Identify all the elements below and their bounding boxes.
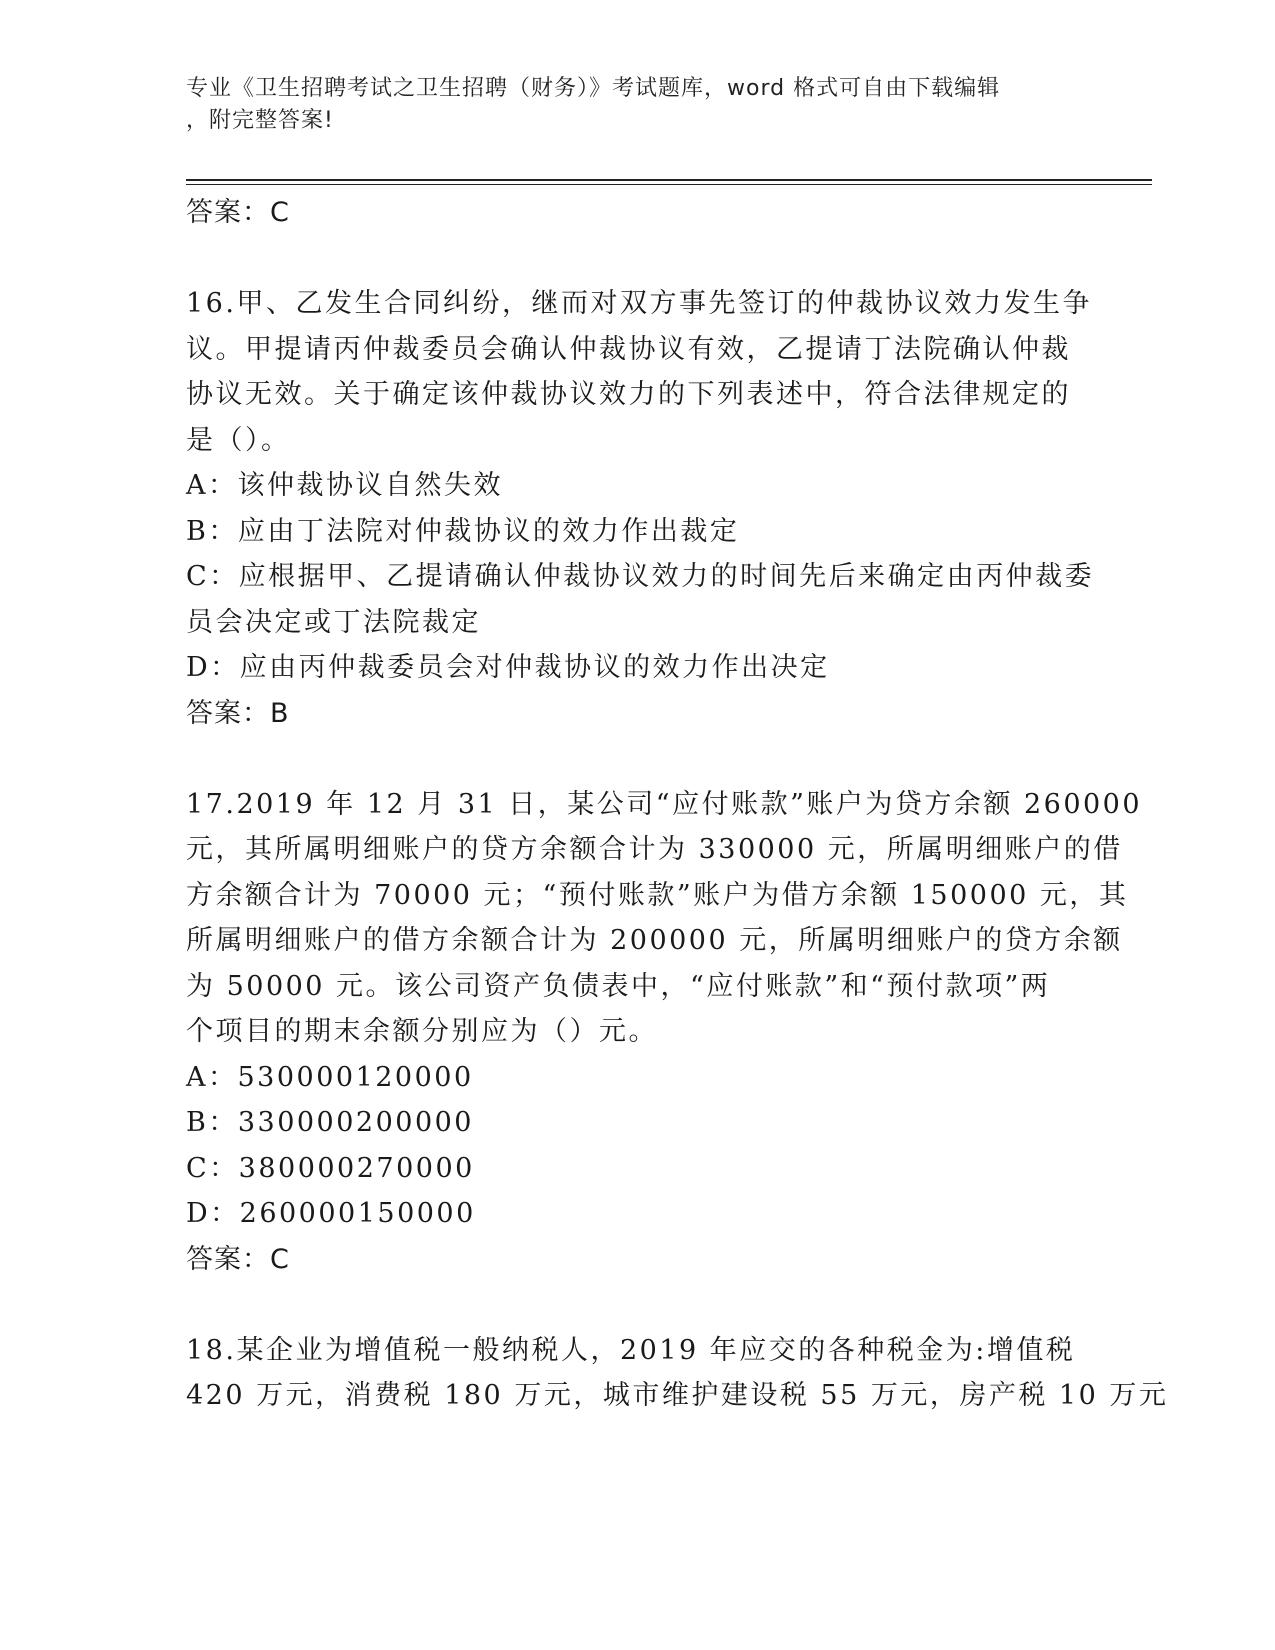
header-line-1: 专业《卫生招聘考试之卫生招聘（财务）》考试题库，word 格式可自由下载编辑 [186,76,1001,101]
document-header [186,73,1066,137]
question-stem-line: 方余额合计为 70000 元；“预付账款”账户为借方余额 150000 元，其 [186,879,1129,911]
question-18 [186,1328,1169,1419]
option-c: C：380000270000 [186,1152,475,1184]
answer-16: 答案：B [186,697,290,729]
question-stem-line: 个项目的期末余额分别应为（）元。 [186,1016,658,1047]
spacer [186,736,1086,782]
option-c-continued: 员会决定或丁法院裁定 [186,606,481,638]
header-rule-thick [186,179,1152,181]
option-a: A：530000120000 [186,1061,474,1093]
spacer [186,236,1086,282]
question-stem-line: 17.2019 年 12 月 31 日，某公司“应付账款”账户为贷方余额 260000 [186,788,1143,820]
question-stem-line: 所属明细账户的借方余额合计为 200000 元，所属明细账户的贷方余额 [186,925,1123,956]
option-c: C：应根据甲、乙提请确认仲裁协议效力的时间先后来确定由丙仲裁委 [186,561,1095,592]
answer-17: 答案：C [186,1243,290,1275]
question-stem-line: 为 50000 元。该公司资产负债表中，“应付账款”和“预付款项”两 [186,970,1051,1002]
option-b: B：应由丁法院对仲裁协议的效力作出裁定 [186,515,740,547]
header-rule-thin [186,184,1152,185]
question-stem-line: 18.某企业为增值税一般纳税人，2019 年应交的各种税金为:增值税 [186,1334,1076,1366]
header-line-2: ，附完整答案! [186,108,334,133]
question-16 [186,281,1095,736]
question-stem-line: 420 万元，消费税 180 万元，城市维护建设税 55 万元，房产税 10 万元 [186,1380,1169,1411]
question-17 [186,782,1143,1283]
question-stem-line: 元，其所属明细账户的贷方余额合计为 330000 元，所属明细账户的借 [186,834,1123,865]
spacer [186,1282,1086,1328]
option-d: D：260000150000 [186,1198,476,1229]
question-stem-line: 是（）。 [186,424,291,456]
question-stem-line: 16.甲、乙发生合同纠纷，继而对双方事先签订的仲裁协议效力发生争 [186,288,1092,319]
question-stem-line: 协议无效。关于确定该仲裁协议效力的下列表述中，符合法律规定的 [186,379,1071,410]
option-d: D：应由丙仲裁委员会对仲裁协议的效力作出决定 [186,652,830,683]
document-content [186,190,1169,1419]
option-b: B：330000200000 [186,1107,474,1138]
option-a: A：该仲裁协议自然失效 [186,470,503,501]
question-stem-line: 议。甲提请丙仲裁委员会确认仲裁协议有效，乙提请丁法院确认仲裁 [186,333,1071,365]
answer-15: 答案：C [186,197,290,228]
